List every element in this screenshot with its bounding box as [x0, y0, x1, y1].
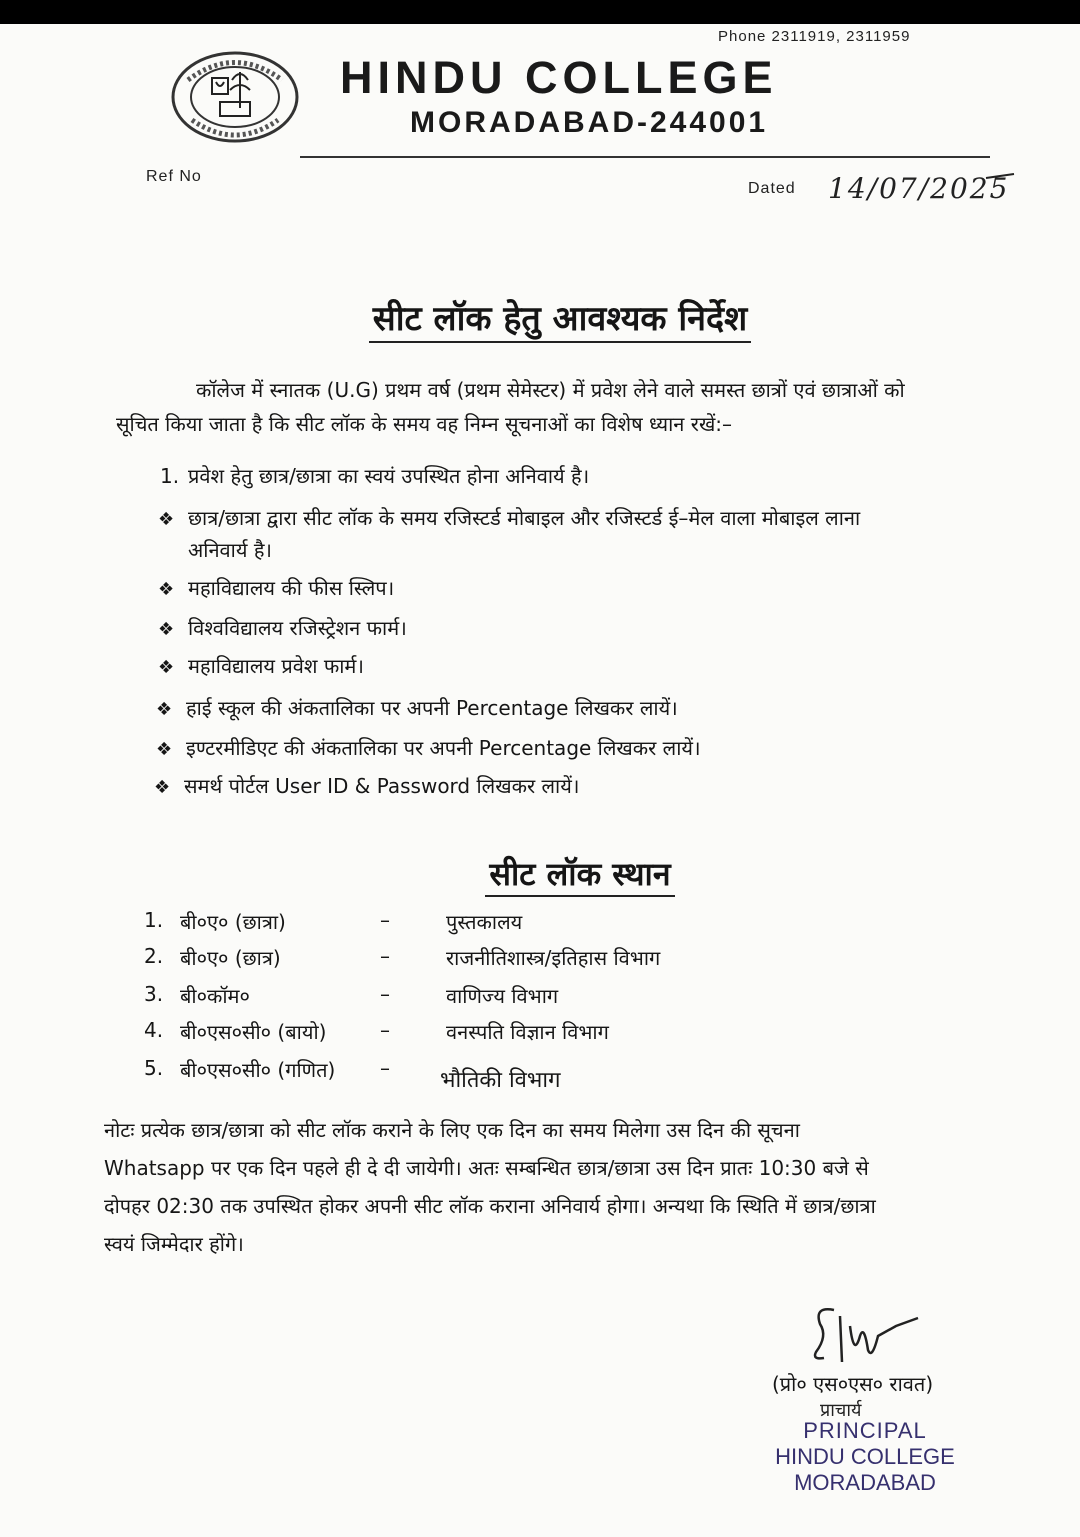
- bullet-icon: ❖: [158, 619, 175, 640]
- bullet-icon: ❖: [158, 579, 175, 600]
- ref-no-label: Ref No: [146, 168, 202, 185]
- phone-numbers: Phone 2311919, 2311959: [718, 28, 911, 45]
- signatory-name: (प्रो० एस०एस० रावत): [772, 1372, 934, 1396]
- list-item: ❖ समर्थ पोर्टल User ID & Password लिखकर लायें।: [154, 774, 580, 798]
- location-title: सीट लॉक स्थान: [0, 852, 1080, 895]
- designation-hindi: प्राचार्य: [820, 1400, 862, 1421]
- table-row: 5. बी०एस०सी० (गणित) – भौतिकी विभाग: [144, 1056, 561, 1093]
- list-item-continuation: अनिवार्य है।: [188, 538, 273, 562]
- intro-line-1: कॉलेज में स्नातक (U.G) प्रथम वर्ष (प्रथम सेमेस्टर) में प्रवेश लेने वाले समस्त छात्रों एवं छात्राओं को: [196, 378, 905, 402]
- note-line-2: Whatsapp पर एक दिन पहले ही दे दी जायेगी। अतः सम्बन्धित छात्र/छात्रा उस दिन प्रातः 10:30 बजे से: [104, 1156, 869, 1180]
- bullet-icon: ❖: [156, 739, 173, 760]
- note-line-3: दोपहर 02:30 तक उपस्थित होकर अपनी सीट लॉक कराना अनिवार्य होगा। अन्यथा कि स्थिति में छात्र/छात्रा: [104, 1194, 876, 1218]
- list-item: ❖ महाविद्यालय की फीस स्लिप।: [158, 576, 395, 600]
- note-line-1: नोटः प्रत्येक छात्र/छात्रा को सीट लॉक कराने के लिए एक दिन का समय मिलेगा उस दिन की सूचना: [104, 1118, 800, 1142]
- college-seal-icon: [170, 50, 300, 145]
- principal-stamp: प्राचार्य PRINCIPAL HINDU COLLEGE MORADABAD: [775, 1400, 955, 1495]
- svg-text:14/07/2025: 14/07/2025: [828, 172, 1010, 205]
- dated-label: Dated: [748, 180, 796, 197]
- handwritten-date: [826, 168, 1016, 208]
- bullet-icon: ❖: [154, 777, 171, 798]
- college-city: MORADABAD-244001: [410, 106, 769, 139]
- college-name: HINDU COLLEGE: [340, 52, 778, 103]
- table-row: 2. बी०ए० (छात्र) – राजनीतिशास्त्र/इतिहास विभाग: [144, 944, 661, 970]
- list-item: ❖ हाई स्कूल की अंकतालिका पर अपनी Percentage लिखकर लायें।: [156, 696, 678, 720]
- table-row: 1. बी०ए० (छात्रा) – पुस्तकालय: [144, 908, 523, 934]
- table-row: 3. बी०कॉम० – वाणिज्य विभाग: [144, 982, 559, 1008]
- bullet-icon: ❖: [158, 509, 175, 530]
- bullet-icon: ❖: [156, 699, 173, 720]
- document-title: सीट लॉक हेतु आवश्यक निर्देश: [0, 294, 1080, 340]
- intro-line-2: सूचित किया जाता है कि सीट लॉक के समय वह निम्न सूचनाओं का विशेष ध्यान रखें:–: [116, 412, 733, 436]
- signature-icon: [806, 1296, 936, 1376]
- note-line-4: स्वयं जिम्मेदार होंगे।: [104, 1232, 244, 1256]
- top-black-bar: [0, 0, 1080, 24]
- letterhead-divider: [300, 156, 990, 158]
- table-row: 4. बी०एस०सी० (बायो) – वनस्पति विज्ञान विभाग: [144, 1018, 609, 1044]
- list-item: ❖ महाविद्यालय प्रवेश फार्म।: [158, 654, 364, 678]
- list-item: ❖ इण्टरमीडिएट की अंकतालिका पर अपनी Percentage लिखकर लायें।: [156, 736, 701, 760]
- list-item: ❖ विश्वविद्यालय रजिस्ट्रेशन फार्म।: [158, 616, 407, 640]
- list-item: ❖ छात्र/छात्रा द्वारा सीट लॉक के समय रजिस्टर्ड मोबाइल और रजिस्टर्ड ई–मेल वाला मोबाइल लाना: [158, 506, 861, 530]
- list-item: 1. प्रवेश हेतु छात्र/छात्रा का स्वयं उपस्थित होना अनिवार्य है।: [160, 464, 590, 488]
- bullet-icon: ❖: [158, 657, 175, 678]
